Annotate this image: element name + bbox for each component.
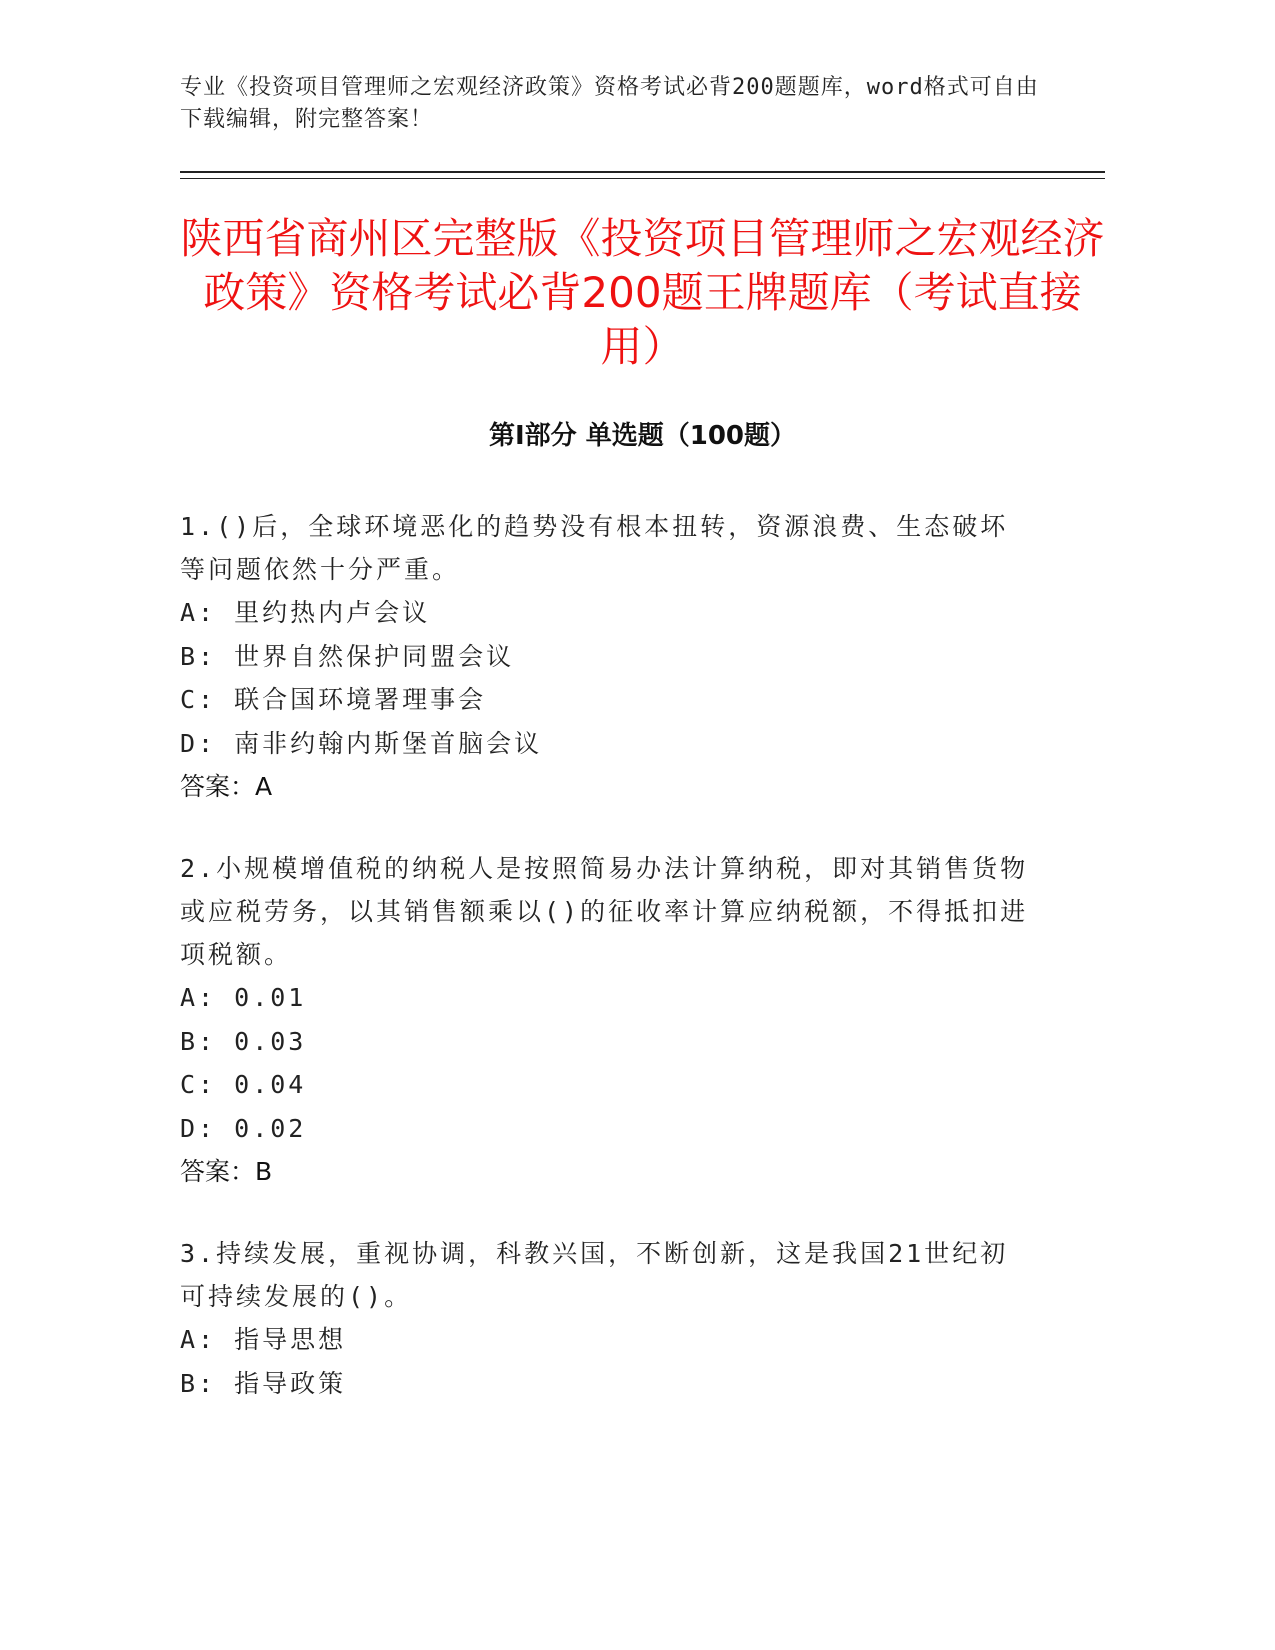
document-title: 陕西省商州区完整版《投资项目管理师之宏观经济政策》资格考试必背200题王牌题库（考试直接用） [180,214,1105,371]
option-b: B: 指导政策 [180,1368,347,1398]
option-b: B: 0.03 [180,1026,307,1056]
question-stem: 2.小规模增值税的纳税人是按照简易办法计算纳税，即对其销售货物或应税劳务，以其销售额乘以()的征收率计算应纳税额，不得抵扣进项税额。 [180,854,1029,969]
option-b: B: 世界自然保护同盟会议 [180,641,515,671]
question-list [180,505,1030,1443]
question-1 [180,505,1030,809]
answer: 答案：A [180,772,273,801]
question-2 [180,847,1030,1194]
option-a: A: 里约热内卢会议 [180,598,431,627]
option-d: D: 南非约翰内斯堡首脑会议 [180,728,543,758]
question-stem: 3.持续发展，重视协调，科教兴国，不断创新，这是我国21世纪初可持续发展的()。 [180,1239,1009,1311]
option-a: A: 指导思想 [180,1325,347,1354]
header-divider-thick [180,171,1105,173]
option-c: C: 联合国环境署理事会 [180,685,487,714]
option-a: A: 0.01 [180,983,307,1012]
answer: 答案：B [180,1157,273,1186]
section-title: 第I部分 单选题（100题） [489,421,796,451]
option-c: C: 0.04 [180,1070,307,1099]
option-d: D: 0.02 [180,1113,307,1143]
question-stem: 1.()后，全球环境恶化的趋势没有根本扭转，资源浪费、生态破坏等问题依然十分严重。 [180,512,1009,584]
question-3 [180,1232,1030,1405]
header-note: 专业《投资项目管理师之宏观经济政策》资格考试必背200题题库，word格式可自由下载编辑，附完整答案！ [180,75,1039,132]
header-divider-thin [180,178,1105,179]
